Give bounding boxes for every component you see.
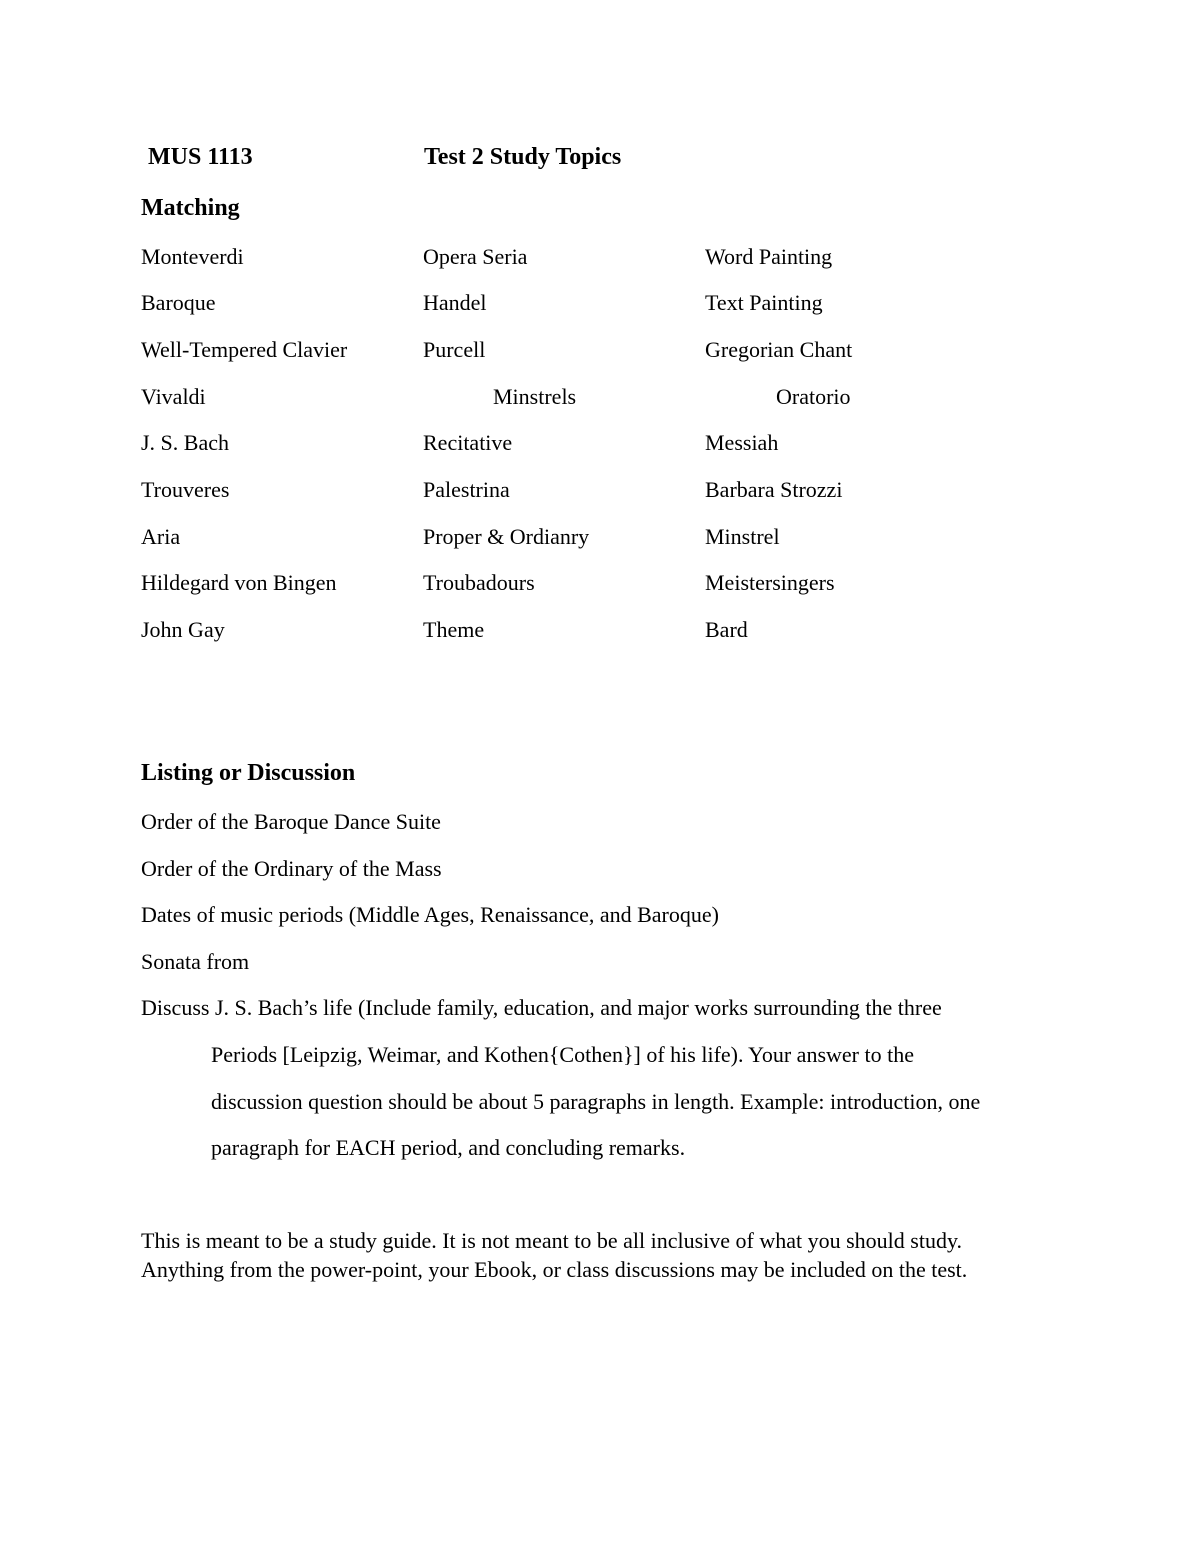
matching-term: Meistersingers	[705, 570, 835, 595]
matching-term: Minstrels	[493, 384, 577, 409]
matching-term: Barbara Strozzi	[705, 477, 843, 502]
matching-term: Theme	[423, 617, 485, 642]
matching-term: Gregorian Chant	[705, 337, 853, 362]
listing-item: Dates of music periods (Middle Ages, Renaissance, and Baroque)	[141, 902, 719, 927]
matching-term: John Gay	[141, 617, 225, 642]
matching-term: Palestrina	[423, 477, 510, 502]
course-code: MUS 1113	[148, 144, 253, 170]
listing-item: Order of the Baroque Dance Suite	[141, 809, 441, 834]
matching-term: Purcell	[423, 337, 486, 362]
matching-term: Text Painting	[705, 290, 823, 315]
study-note: This is meant to be a study guide. It is not meant to be all inclusive of what you should study.	[141, 1228, 963, 1253]
study-note: Anything from the power-point, your Ebook, or class discussions may be included on the test.	[141, 1257, 968, 1282]
matching-term: Opera Seria	[423, 244, 528, 269]
matching-term: Minstrel	[705, 524, 780, 549]
discussion-line: Periods [Leipzig, Weimar, and Kothen{Cothen}] of his life). Your answer to the	[211, 1042, 914, 1067]
matching-term: Well-Tempered Clavier	[141, 337, 348, 362]
discussion-line: Discuss J. S. Bach’s life (Include family, education, and major works surrounding the three	[141, 995, 942, 1020]
matching-term: Troubadours	[423, 570, 535, 595]
matching-term: Proper & Ordianry	[423, 524, 590, 549]
page-title: Test 2 Study Topics	[424, 144, 622, 170]
matching-term: Monteverdi	[141, 244, 244, 269]
matching-term: Word Painting	[705, 244, 833, 269]
listing-item: Order of the Ordinary of the Mass	[141, 856, 442, 881]
matching-term: Aria	[141, 524, 181, 549]
listing-item: Sonata from	[141, 949, 250, 974]
discussion-line: paragraph for EACH period, and concluding remarks.	[211, 1135, 686, 1160]
matching-term: Trouveres	[141, 477, 230, 502]
matching-term: Vivaldi	[141, 384, 206, 409]
matching-term: Baroque	[141, 290, 216, 315]
matching-term: Messiah	[705, 430, 779, 455]
matching-term: Handel	[423, 290, 487, 315]
matching-term: Hildegard von Bingen	[141, 570, 337, 595]
discussion-line: discussion question should be about 5 paragraphs in length. Example: introduction, one	[211, 1089, 981, 1114]
matching-heading: Matching	[141, 195, 240, 221]
listing-heading: Listing or Discussion	[141, 760, 356, 786]
matching-term: J. S. Bach	[141, 430, 229, 455]
matching-term: Oratorio	[776, 384, 851, 409]
matching-term: Bard	[705, 617, 748, 642]
matching-term: Recitative	[423, 430, 513, 455]
